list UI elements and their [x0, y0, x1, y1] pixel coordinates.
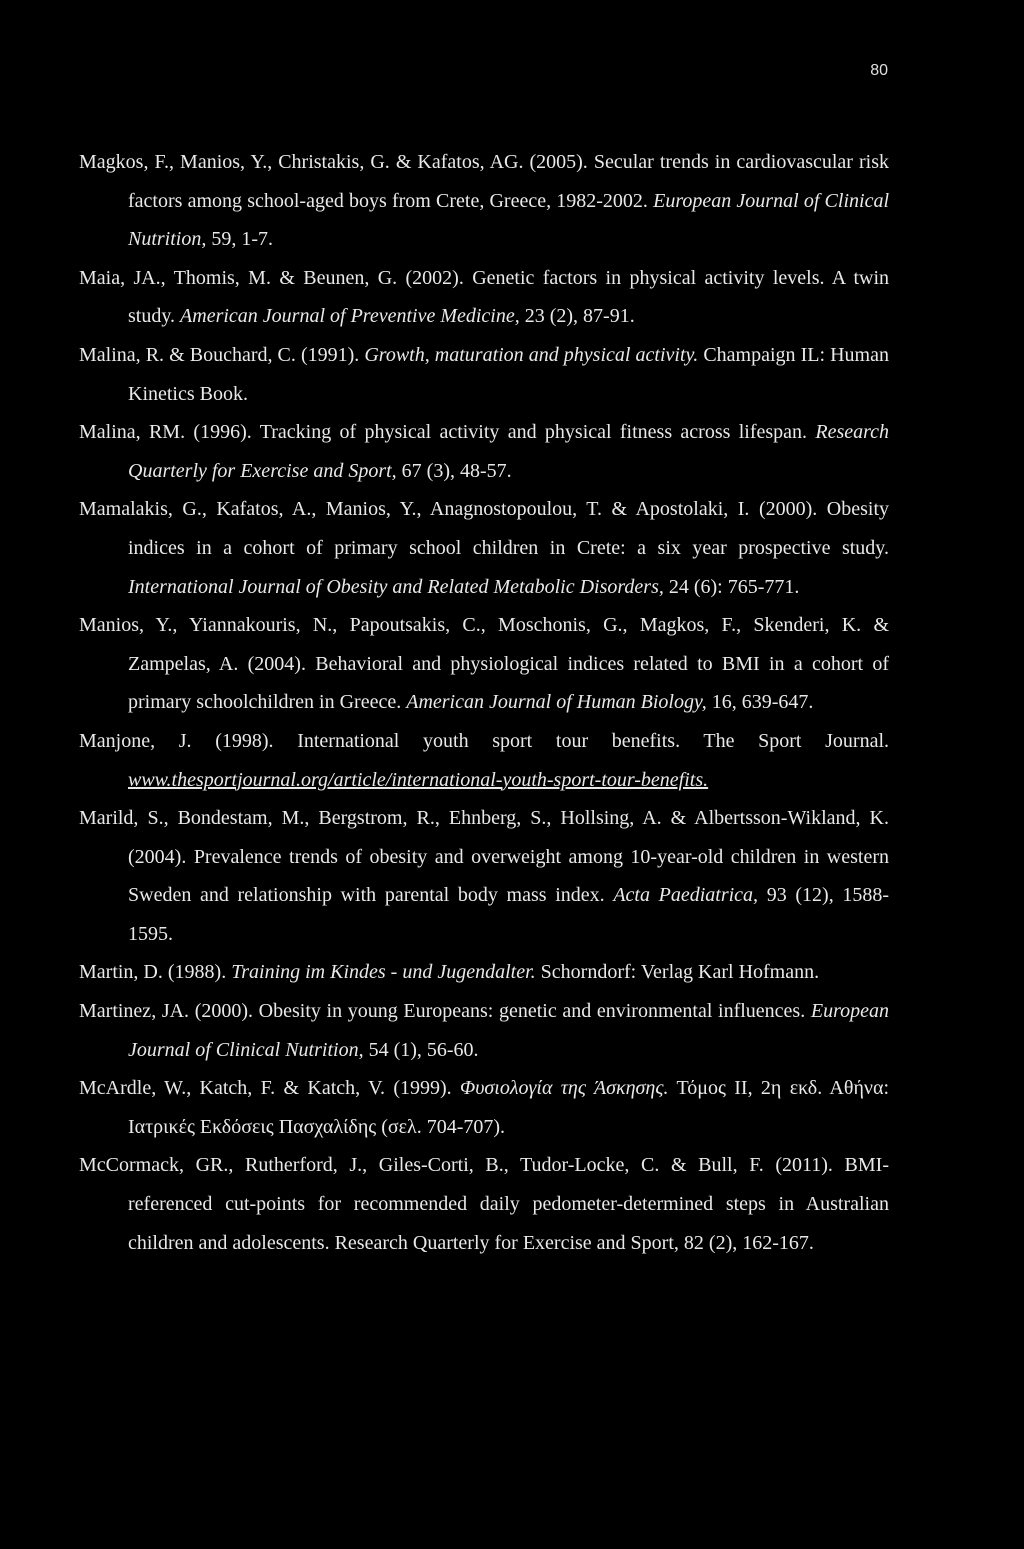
ref-source: European Journal of Clinical Nutrition,: [128, 1000, 889, 1061]
reference-item: [79, 259, 889, 336]
reference-item: [79, 336, 889, 413]
ref-authors: Marild, S., Bondestam, M., Bergstrom, R., Ehnberg, S., Hollsing, A. & Albertsson-Wikland, K. (2004).: [79, 807, 889, 868]
ref-details: Champaign IL: Human Kinetics Book.: [128, 343, 889, 405]
ref-title: Secular trends in cardiovascular risk factors among school-aged boys from Crete, Greece, 1982-2002.: [128, 151, 889, 212]
ref-title: Genetic factors in physical activity levels. A twin study.: [128, 266, 890, 328]
ref-details: 67 (3), 48-57.: [401, 459, 512, 482]
ref-details: 82 (2), 162-167.: [683, 1231, 814, 1254]
ref-title: Prevalence trends of obesity and overweight among 10-year-old children in western Sweden and relationship with parental body mass index.: [128, 845, 890, 907]
ref-authors: Magkos, F., Manios, Y., Christakis, G. & Kafatos, AG. (2005).: [79, 151, 588, 173]
ref-authors: Malina, R. & Bouchard, C. (1991).: [79, 343, 360, 366]
reference-item: [79, 606, 889, 722]
ref-details: 59, 1-7.: [211, 228, 274, 251]
ref-title: Training im Kindes - und Jugendalter.: [231, 961, 536, 984]
ref-details: Schorndorf: Verlag Karl Hofmann.: [540, 961, 820, 984]
ref-authors: McCormack, GR., Rutherford, J., Giles-Corti, B., Tudor-Locke, C. & Bull, F. (2011).: [79, 1154, 833, 1177]
reference-list: [79, 143, 889, 1262]
reference-item: [79, 799, 889, 953]
ref-details: 54 (1), 56-60.: [368, 1038, 479, 1061]
page-number: 80: [870, 62, 888, 79]
ref-authors: Martin, D. (1988).: [79, 961, 227, 984]
reference-item: [79, 490, 889, 606]
ref-source: Acta Paediatrica,: [613, 884, 759, 907]
ref-authors: Martinez, JA. (2000).: [79, 1000, 254, 1023]
reference-item: [79, 413, 889, 490]
reference-item: [79, 143, 889, 259]
ref-url-link[interactable]: www.thesportjournal.org/article/international-youth-sport-tour-benefits.: [128, 768, 709, 791]
ref-authors: Mamalakis, G., Kafatos, A., Manios, Y., Anagnostopoulou, T. & Apostolaki, I. (2000).: [79, 498, 818, 521]
ref-details: 23 (2), 87-91.: [524, 305, 635, 328]
reference-item: [79, 1069, 889, 1146]
ref-title: Growth, maturation and physical activity.: [364, 343, 699, 366]
ref-source: American Journal of Preventive Medicine,: [180, 305, 520, 328]
ref-title: Tracking of physical activity and physical fitness across lifespan.: [259, 421, 808, 444]
ref-source: Research Quarterly for Exercise and Sport,: [128, 421, 890, 482]
ref-source: American Journal of Human Biology,: [406, 691, 707, 714]
ref-details: Τόμος ΙΙ, 2η εκδ. Αθήνα: Ιατρικές Εκδόσεις Πασχαλίδης (σελ. 704-707).: [128, 1077, 889, 1138]
ref-authors: Maia, JA., Thomis, M. & Beunen, G. (2002).: [79, 266, 464, 289]
ref-authors: Malina, RM. (1996).: [79, 421, 252, 444]
ref-details: 16, 639-647.: [711, 691, 814, 714]
reference-item: [79, 722, 889, 799]
ref-authors: Manios, Y., Yiannakouris, N., Papoutsakis, C., Moschonis, G., Magkos, F., Skenderi, K. & Zampelas, A. (2004).: [79, 614, 889, 675]
ref-title: Obesity in young Europeans: genetic and environmental influences.: [258, 1000, 806, 1023]
ref-title: International youth sport tour benefits. The Sport Journal.: [297, 729, 890, 752]
ref-title: Φυσιολογία της Άσκησης.: [460, 1077, 669, 1100]
ref-authors: McArdle, W., Katch, F. & Katch, V. (1999).: [79, 1077, 452, 1100]
ref-title: Behavioral and physiological indices related to BMI in a cohort of primary schoolchildren in Greece.: [128, 652, 890, 714]
ref-details: 24 (6): 765-771.: [668, 575, 800, 598]
reference-item: [79, 992, 889, 1069]
reference-item: [79, 953, 889, 992]
ref-title: BMI-referenced cut-points for recommended daily pedometer-determined steps in Australian children and adolescents. Research Quarterly for Exercise and Sport,: [128, 1154, 889, 1254]
reference-item: [79, 1146, 889, 1262]
ref-title: Obesity indices in a cohort of primary school children in Crete: a six year prospective study.: [128, 498, 889, 559]
ref-details: 93 (12), 1588-1595.: [128, 884, 890, 945]
ref-source: International Journal of Obesity and Related Metabolic Disorders,: [128, 575, 664, 598]
ref-authors: Manjone, J. (1998).: [79, 729, 274, 752]
ref-source: European Journal of Clinical Nutrition,: [128, 189, 889, 251]
